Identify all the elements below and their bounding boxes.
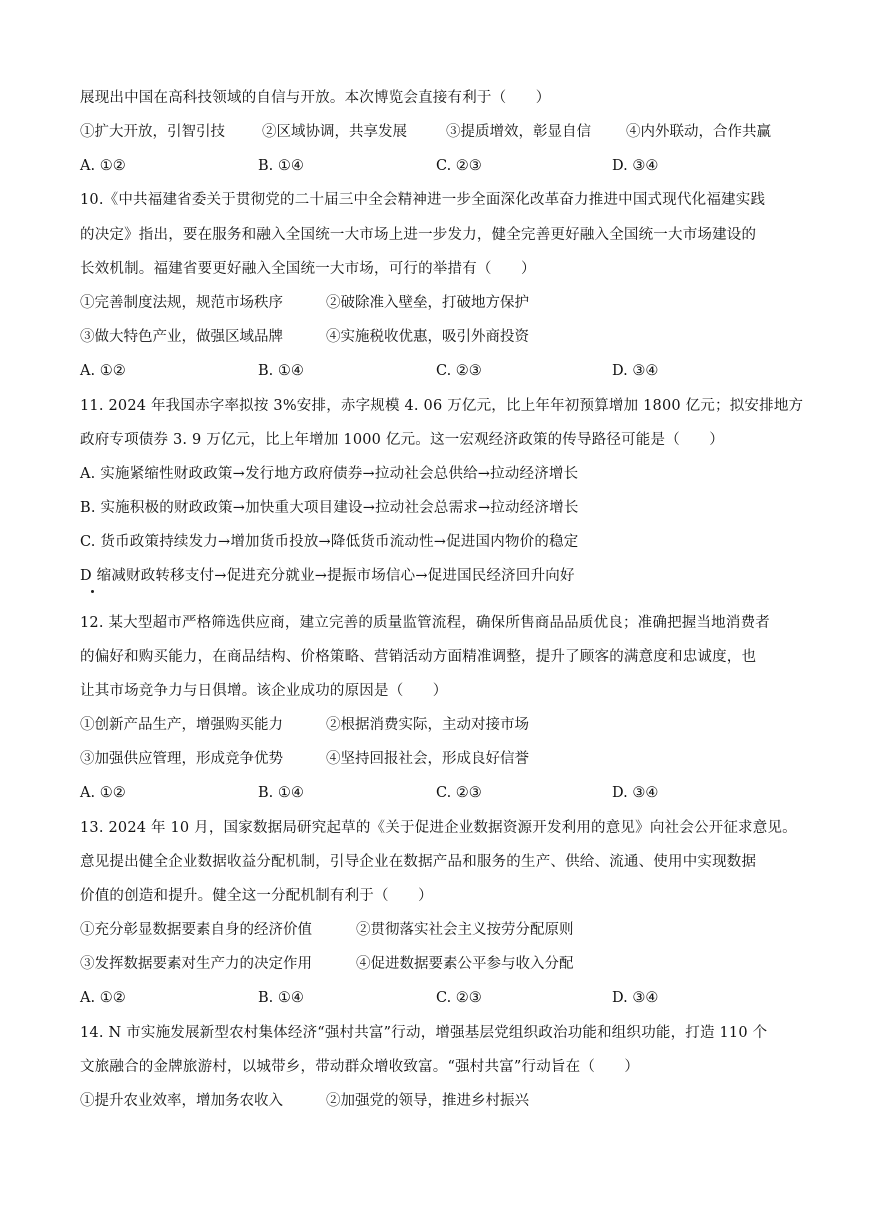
q12-option-b: B. ①④ bbox=[258, 785, 304, 801]
q13-statement-2: ②贯彻落实社会主义按劳分配原则 bbox=[356, 922, 574, 938]
q12-statements-row-1 bbox=[80, 715, 800, 735]
q14-stem-line-1: 14. N 市实施发展新型农村集体经济“强村共富”行动，增强基层党组织政治功能和组织功能，打造 110 个 bbox=[80, 1025, 768, 1041]
q12-option-a: A. ①② bbox=[80, 785, 126, 801]
q9-option-b: B. ①④ bbox=[258, 158, 304, 174]
q13-option-c: C. ②③ bbox=[436, 990, 482, 1006]
q10-option-d: D. ③④ bbox=[612, 363, 659, 379]
q12-stem-line-2: 的偏好和购买能力，在商品结构、价格策略、营销活动方面精准调整，提升了顾客的满意度和忠诚度，也 bbox=[80, 649, 757, 665]
q14-statement-2: ②加强党的领导，推进乡村振兴 bbox=[326, 1093, 529, 1109]
q12-statement-2: ②根据消费实际，主动对接市场 bbox=[326, 717, 529, 733]
q11-option-a: A. 实施紧缩性财政政策→发行地方政府债券→拉动社会总供给→拉动经济增长 bbox=[80, 466, 579, 482]
q14-statement-1: ①提升农业效率，增加务农收入 bbox=[80, 1093, 283, 1109]
q12-statement-1: ①创新产品生产，增强购买能力 bbox=[80, 717, 283, 733]
q11-option-c: C. 货币政策持续发力→增加货币投放→降低货币流动性→促进国内物价的稳定 bbox=[80, 534, 579, 550]
q9-options bbox=[80, 156, 800, 176]
q9-option-a: A. ①② bbox=[80, 158, 126, 174]
stray-dot bbox=[91, 590, 94, 593]
q9-option-d: D. ③④ bbox=[612, 158, 659, 174]
q14-statements-row-1 bbox=[80, 1091, 800, 1111]
q13-option-d: D. ③④ bbox=[612, 990, 659, 1006]
q12-statements-row-2 bbox=[80, 749, 800, 769]
q12-option-d: D. ③④ bbox=[612, 785, 659, 801]
q12-option-c: C. ②③ bbox=[436, 785, 482, 801]
q9-statements bbox=[80, 122, 800, 142]
q10-options bbox=[80, 361, 800, 381]
q13-stem-line-3: 价值的创造和提升。健全这一分配机制有利于（ ） bbox=[80, 888, 433, 904]
q13-options bbox=[80, 988, 800, 1008]
q9-statement-3: ③提质增效，彰显自信 bbox=[446, 124, 591, 140]
q10-option-c: C. ②③ bbox=[436, 363, 482, 379]
q10-statement-4: ④实施税收优惠，吸引外商投资 bbox=[326, 329, 529, 345]
q9-statement-4: ④内外联动，合作共赢 bbox=[626, 124, 771, 140]
q13-statement-3: ③发挥数据要素对生产力的决定作用 bbox=[80, 956, 312, 972]
q13-statement-4: ④促进数据要素公平参与收入分配 bbox=[356, 956, 574, 972]
q10-stem-line-1: 10.《中共福建省委关于贯彻党的二十届三中全会精神进一步全面深化改革奋力推进中国式现代化福建实践 bbox=[80, 192, 766, 208]
q14-stem-line-2: 文旅融合的金牌旅游村，以城带乡，带动群众增收致富。“强村共富”行动旨在（ ） bbox=[80, 1059, 640, 1075]
q10-stem-line-3: 长效机制。福建省要更好融入全国统一大市场，可行的举措有（ ） bbox=[80, 261, 536, 277]
q9-statement-2: ②区域协调，共享发展 bbox=[262, 124, 407, 140]
q10-option-a: A. ①② bbox=[80, 363, 126, 379]
q12-options bbox=[80, 783, 800, 803]
q9-option-c: C. ②③ bbox=[436, 158, 482, 174]
q11-option-b: B. 实施积极的财政政策→加快重大项目建设→拉动社会总需求→拉动经济增长 bbox=[80, 500, 579, 516]
q9-statement-1: ①扩大开放，引智引技 bbox=[80, 124, 225, 140]
q9-stem-tail: 展现出中国在高科技领域的自信与开放。本次博览会直接有利于（ ） bbox=[80, 90, 551, 106]
q11-stem-line-2: 政府专项债券 3. 9 万亿元，比上年增加 1000 亿元。这一宏观经济政策的传导路径可能是（ ） bbox=[80, 432, 725, 448]
q10-statements-row-2 bbox=[80, 327, 800, 347]
q10-stem-line-2: 的决定》指出，要在服务和融入全国统一大市场上进一步发力，健全完善更好融入全国统一大市场建设的 bbox=[80, 227, 757, 243]
q10-option-b: B. ①④ bbox=[258, 363, 304, 379]
q10-statements-row-1 bbox=[80, 293, 800, 313]
q13-statement-1: ①充分彰显数据要素自身的经济价值 bbox=[80, 922, 312, 938]
q13-statements-row-1 bbox=[80, 920, 800, 940]
q12-stem-line-3: 让其市场竞争力与日俱增。该企业成功的原因是（ ） bbox=[80, 683, 448, 699]
q10-statement-3: ③做大特色产业，做强区域品牌 bbox=[80, 329, 283, 345]
q13-option-b: B. ①④ bbox=[258, 990, 304, 1006]
q13-option-a: A. ①② bbox=[80, 990, 126, 1006]
q13-stem-line-2: 意见提出健全企业数据收益分配机制，引导企业在数据产品和服务的生产、供给、流通、使用中实现数据 bbox=[80, 854, 757, 870]
q10-statement-2: ②破除准入壁垒，打破地方保护 bbox=[326, 295, 529, 311]
q10-statement-1: ①完善制度法规，规范市场秩序 bbox=[80, 295, 283, 311]
q12-statement-3: ③加强供应管理，形成竞争优势 bbox=[80, 751, 283, 767]
q11-option-d: D 缩减财政转移支付→促进充分就业→提振市场信心→促进国民经济回升向好 bbox=[80, 568, 575, 584]
q13-stem-line-1: 13. 2024 年 10 月，国家数据局研究起草的《关于促进企业数据资源开发利用的意见》向社会公开征求意见。 bbox=[80, 820, 797, 836]
q11-stem-line-1: 11. 2024 年我国赤字率拟按 3%安排，赤字规模 4. 06 万亿元，比上年年初预算增加 1800 亿元；拟安排地方 bbox=[80, 398, 804, 414]
q12-statement-4: ④坚持回报社会，形成良好信誉 bbox=[326, 751, 529, 767]
q12-stem-line-1: 12. 某大型超市严格筛选供应商，建立完善的质量监管流程，确保所售商品品质优良；准确把握当地消费者 bbox=[80, 615, 770, 631]
q13-statements-row-2 bbox=[80, 954, 800, 974]
